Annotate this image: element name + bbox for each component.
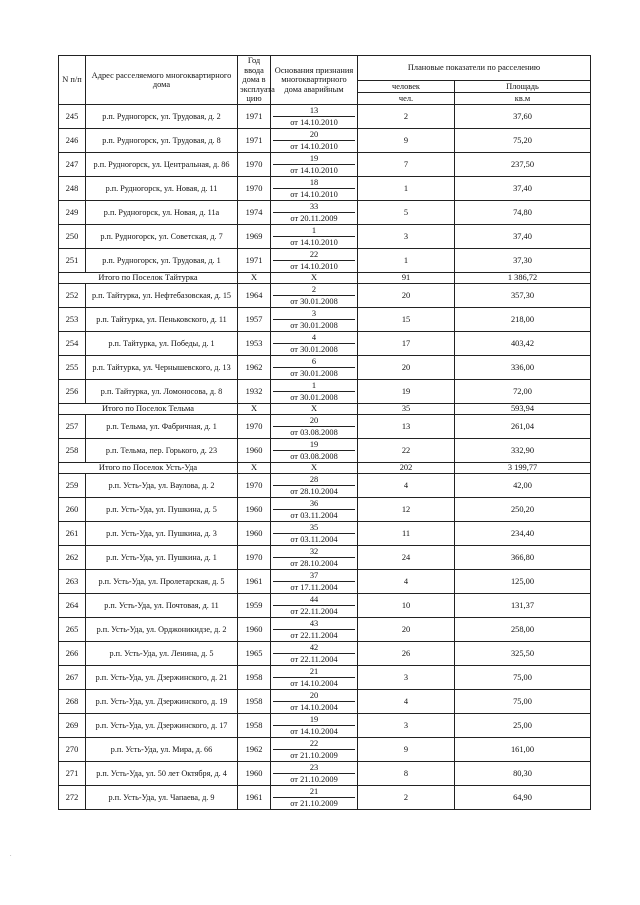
row-area: 125,00 (455, 570, 591, 594)
basis-doc-number: 19 (273, 439, 355, 451)
row-address: р.п. Усть-Уда, ул. 50 лет Октября, д. 4 (86, 762, 238, 786)
table-row (59, 105, 591, 129)
table-row (59, 153, 591, 177)
row-num: 270 (59, 738, 86, 762)
table-row (59, 642, 591, 666)
table-row (59, 332, 591, 356)
row-basis (271, 380, 358, 404)
total-year: X (238, 404, 271, 415)
row-address: р.п. Тайтурка, ул. Победы, д. 1 (86, 332, 238, 356)
row-num: 247 (59, 153, 86, 177)
basis-doc-date: от 21.10.2009 (290, 799, 338, 808)
row-area: 75,00 (455, 666, 591, 690)
row-people: 1 (358, 177, 455, 201)
row-area: 161,00 (455, 738, 591, 762)
row-basis (271, 594, 358, 618)
row-num: 257 (59, 415, 86, 439)
row-num: 251 (59, 249, 86, 273)
table-row (59, 618, 591, 642)
basis-doc-date: от 03.08.2008 (290, 428, 338, 437)
basis-doc-number: 22 (273, 738, 355, 750)
row-address: р.п. Усть-Уда, ул. Пушкина, д. 3 (86, 522, 238, 546)
basis-doc-date: от 30.01.2008 (290, 321, 338, 330)
basis-doc-number: 6 (273, 356, 355, 368)
row-address: р.п. Усть-Уда, ул. Орджоникидзе, д. 2 (86, 618, 238, 642)
row-area: 218,00 (455, 308, 591, 332)
row-basis (271, 105, 358, 129)
header-people: человек (358, 81, 455, 93)
table-row (59, 546, 591, 570)
row-num: 245 (59, 105, 86, 129)
basis-doc-date: от 22.11.2004 (290, 631, 338, 640)
row-address: р.п. Усть-Уда, ул. Пушкина, д. 5 (86, 498, 238, 522)
table-row (59, 380, 591, 404)
row-basis (271, 153, 358, 177)
row-area: 80,30 (455, 762, 591, 786)
basis-doc-date: от 30.01.2008 (290, 345, 338, 354)
row-num: 253 (59, 308, 86, 332)
row-people: 20 (358, 618, 455, 642)
row-basis (271, 618, 358, 642)
row-year: 1953 (238, 332, 271, 356)
row-people: 22 (358, 439, 455, 463)
row-area: 75,20 (455, 129, 591, 153)
row-num: 250 (59, 225, 86, 249)
row-year: 1969 (238, 225, 271, 249)
row-num: 261 (59, 522, 86, 546)
row-area: 258,00 (455, 618, 591, 642)
row-address: р.п. Рудногорск, ул. Центральная, д. 86 (86, 153, 238, 177)
basis-doc-number: 23 (273, 762, 355, 774)
row-num: 265 (59, 618, 86, 642)
row-basis (271, 714, 358, 738)
row-basis (271, 690, 358, 714)
row-num: 260 (59, 498, 86, 522)
basis-doc-date: от 21.10.2009 (290, 775, 338, 784)
row-year: 1958 (238, 714, 271, 738)
row-basis (271, 762, 358, 786)
row-year: 1962 (238, 356, 271, 380)
basis-doc-date: от 14.10.2010 (290, 190, 338, 199)
header-people-unit: чел. (358, 93, 455, 105)
row-area: 403,42 (455, 332, 591, 356)
basis-doc-date: от 17.11.2004 (290, 583, 338, 592)
row-basis (271, 666, 358, 690)
basis-doc-date: от 22.11.2004 (290, 607, 338, 616)
row-people: 20 (358, 356, 455, 380)
table-row (59, 786, 591, 810)
row-people: 3 (358, 225, 455, 249)
row-year: 1970 (238, 177, 271, 201)
basis-doc-number: 42 (273, 642, 355, 654)
row-basis (271, 439, 358, 463)
basis-doc-date: от 21.10.2009 (290, 751, 338, 760)
row-num: 262 (59, 546, 86, 570)
table-row (59, 439, 591, 463)
header-year: Год ввода дома в эксплуата цию (238, 56, 271, 105)
table-row (59, 738, 591, 762)
row-num: 259 (59, 474, 86, 498)
row-address: р.п. Усть-Уда, ул. Дзержинского, д. 17 (86, 714, 238, 738)
row-basis (271, 284, 358, 308)
row-basis (271, 522, 358, 546)
basis-doc-number: 44 (273, 594, 355, 606)
row-basis (271, 474, 358, 498)
table-row (59, 249, 591, 273)
row-people: 13 (358, 415, 455, 439)
basis-doc-number: 4 (273, 332, 355, 344)
basis-doc-date: от 14.10.2010 (290, 238, 338, 247)
total-year: X (238, 463, 271, 474)
row-num: 249 (59, 201, 86, 225)
total-people: 91 (358, 273, 455, 284)
table-row (59, 666, 591, 690)
basis-doc-date: от 30.01.2008 (290, 369, 338, 378)
basis-doc-number: 21 (273, 666, 355, 678)
row-num: 263 (59, 570, 86, 594)
row-address: р.п. Усть-Уда, ул. Пролетарская, д. 5 (86, 570, 238, 594)
total-label: Итого по Поселок Тайтурка (59, 273, 238, 284)
row-year: 1960 (238, 762, 271, 786)
row-area: 74,80 (455, 201, 591, 225)
row-year: 1932 (238, 380, 271, 404)
row-people: 4 (358, 474, 455, 498)
table-row (59, 498, 591, 522)
basis-doc-number: 18 (273, 177, 355, 189)
table-row (59, 177, 591, 201)
basis-doc-number: 20 (273, 690, 355, 702)
row-people: 11 (358, 522, 455, 546)
total-year: X (238, 273, 271, 284)
basis-doc-date: от 14.10.2004 (290, 703, 338, 712)
resettlement-table (58, 55, 591, 810)
header-address: Адрес расселяемого многоквартирного дома (86, 56, 238, 105)
row-basis (271, 570, 358, 594)
total-people: 202 (358, 463, 455, 474)
row-basis (271, 786, 358, 810)
row-people: 3 (358, 666, 455, 690)
row-year: 1971 (238, 129, 271, 153)
row-people: 3 (358, 714, 455, 738)
table-row (59, 570, 591, 594)
basis-doc-number: 35 (273, 522, 355, 534)
row-address: р.п. Рудногорск, ул. Трудовая, д. 2 (86, 105, 238, 129)
basis-doc-date: от 03.11.2004 (290, 535, 338, 544)
row-basis (271, 642, 358, 666)
row-num: 246 (59, 129, 86, 153)
row-area: 75,00 (455, 690, 591, 714)
table-row (59, 201, 591, 225)
row-address: р.п. Тайтурка, ул. Пеньковского, д. 11 (86, 308, 238, 332)
row-num: 266 (59, 642, 86, 666)
row-num: 255 (59, 356, 86, 380)
header-area: Площадь (455, 81, 591, 93)
total-people: 35 (358, 404, 455, 415)
row-people: 17 (358, 332, 455, 356)
basis-doc-number: 19 (273, 153, 355, 165)
basis-doc-number: 1 (273, 380, 355, 392)
basis-doc-number: 28 (273, 474, 355, 486)
row-num: 269 (59, 714, 86, 738)
row-people: 10 (358, 594, 455, 618)
row-basis (271, 129, 358, 153)
row-area: 131,37 (455, 594, 591, 618)
table-row (59, 474, 591, 498)
row-area: 357,30 (455, 284, 591, 308)
total-row (59, 463, 591, 474)
basis-doc-date: от 20.11.2009 (290, 214, 338, 223)
row-address: р.п. Рудногорск, ул. Новая, д. 11 (86, 177, 238, 201)
table-row (59, 129, 591, 153)
table-row (59, 225, 591, 249)
row-basis (271, 177, 358, 201)
basis-doc-date: от 22.11.2004 (290, 655, 338, 664)
table-row (59, 594, 591, 618)
row-year: 1961 (238, 570, 271, 594)
row-num: 254 (59, 332, 86, 356)
row-year: 1960 (238, 498, 271, 522)
row-year: 1962 (238, 738, 271, 762)
row-year: 1957 (238, 308, 271, 332)
row-people: 2 (358, 105, 455, 129)
header-num: N п/п (59, 56, 86, 105)
row-basis (271, 249, 358, 273)
row-area: 237,50 (455, 153, 591, 177)
table-row (59, 356, 591, 380)
row-address: р.п. Усть-Уда, ул. Мира, д. 66 (86, 738, 238, 762)
row-area: 42,00 (455, 474, 591, 498)
row-people: 9 (358, 129, 455, 153)
basis-doc-date: от 14.10.2004 (290, 727, 338, 736)
basis-doc-number: 19 (273, 714, 355, 726)
table-row (59, 284, 591, 308)
basis-doc-date: от 28.10.2004 (290, 487, 338, 496)
table-row (59, 522, 591, 546)
total-label: Итого по Поселок Усть-Уда (59, 463, 238, 474)
row-num: 267 (59, 666, 86, 690)
basis-doc-number: 32 (273, 546, 355, 558)
row-area: 37,40 (455, 177, 591, 201)
basis-doc-number: 33 (273, 201, 355, 213)
row-people: 2 (358, 786, 455, 810)
row-address: р.п. Тайтурка, ул. Нефтебазовская, д. 15 (86, 284, 238, 308)
total-row (59, 404, 591, 415)
row-people: 9 (358, 738, 455, 762)
row-basis (271, 415, 358, 439)
row-year: 1961 (238, 786, 271, 810)
basis-doc-date: от 14.10.2010 (290, 166, 338, 175)
header-basis: Основания признания многоквартирного дома аварийным (271, 56, 358, 105)
row-basis (271, 498, 358, 522)
row-people: 15 (358, 308, 455, 332)
basis-doc-number: 13 (273, 105, 355, 117)
table-row (59, 762, 591, 786)
table-row (59, 308, 591, 332)
row-address: р.п. Усть-Уда, ул. Ленина, д. 5 (86, 642, 238, 666)
row-address: р.п. Усть-Уда, ул. Дзержинского, д. 19 (86, 690, 238, 714)
row-people: 24 (358, 546, 455, 570)
row-year: 1974 (238, 201, 271, 225)
basis-doc-date: от 03.08.2008 (290, 452, 338, 461)
total-area: 593,94 (455, 404, 591, 415)
row-people: 8 (358, 762, 455, 786)
basis-doc-number: 43 (273, 618, 355, 630)
basis-doc-date: от 14.10.2010 (290, 262, 338, 271)
row-area: 336,00 (455, 356, 591, 380)
basis-doc-number: 20 (273, 129, 355, 141)
row-area: 72,00 (455, 380, 591, 404)
basis-doc-date: от 28.10.2004 (290, 559, 338, 568)
row-year: 1970 (238, 546, 271, 570)
row-year: 1965 (238, 642, 271, 666)
row-people: 19 (358, 380, 455, 404)
total-label: Итого по Поселок Тельма (59, 404, 238, 415)
row-year: 1964 (238, 284, 271, 308)
row-basis (271, 201, 358, 225)
row-area: 332,90 (455, 439, 591, 463)
row-address: р.п. Рудногорск, ул. Трудовая, д. 1 (86, 249, 238, 273)
row-address: р.п. Тайтурка, ул. Ломоносова, д. 8 (86, 380, 238, 404)
row-year: 1960 (238, 618, 271, 642)
row-people: 4 (358, 570, 455, 594)
row-num: 256 (59, 380, 86, 404)
row-address: р.п. Усть-Уда, ул. Почтовая, д. 11 (86, 594, 238, 618)
total-area: 1 386,72 (455, 273, 591, 284)
row-address: р.п. Усть-Уда, ул. Ваулова, д. 2 (86, 474, 238, 498)
row-address: р.п. Усть-Уда, ул. Чапаева, д. 9 (86, 786, 238, 810)
basis-doc-date: от 30.01.2008 (290, 393, 338, 402)
row-num: 258 (59, 439, 86, 463)
total-basis: X (271, 463, 358, 474)
basis-doc-number: 1 (273, 225, 355, 237)
row-num: 268 (59, 690, 86, 714)
row-basis (271, 225, 358, 249)
row-area: 325,50 (455, 642, 591, 666)
row-people: 12 (358, 498, 455, 522)
basis-doc-date: от 14.10.2010 (290, 142, 338, 151)
basis-doc-number: 20 (273, 415, 355, 427)
row-address: р.п. Тельма, пер. Горького, д. 23 (86, 439, 238, 463)
header-area-unit: кв.м (455, 93, 591, 105)
row-basis (271, 308, 358, 332)
row-basis (271, 332, 358, 356)
total-basis: X (271, 273, 358, 284)
basis-doc-date: от 30.01.2008 (290, 297, 338, 306)
row-year: 1970 (238, 474, 271, 498)
row-area: 234,40 (455, 522, 591, 546)
row-year: 1971 (238, 105, 271, 129)
row-address: р.п. Рудногорск, ул. Трудовая, д. 8 (86, 129, 238, 153)
row-year: 1958 (238, 690, 271, 714)
row-address: р.п. Тайтурка, ул. Чернышевского, д. 13 (86, 356, 238, 380)
header-plan: Плановые показатели по расселению (358, 56, 591, 81)
row-area: 261,04 (455, 415, 591, 439)
row-year: 1959 (238, 594, 271, 618)
row-people: 20 (358, 284, 455, 308)
row-year: 1970 (238, 415, 271, 439)
basis-doc-number: 3 (273, 308, 355, 320)
row-people: 4 (358, 690, 455, 714)
row-num: 248 (59, 177, 86, 201)
row-year: 1971 (238, 249, 271, 273)
row-num: 264 (59, 594, 86, 618)
row-area: 37,30 (455, 249, 591, 273)
row-people: 26 (358, 642, 455, 666)
row-basis (271, 546, 358, 570)
row-area: 25,00 (455, 714, 591, 738)
row-address: р.п. Тельма, ул. Фабричная, д. 1 (86, 415, 238, 439)
table-row (59, 690, 591, 714)
total-area: 3 199,77 (455, 463, 591, 474)
row-year: 1960 (238, 522, 271, 546)
basis-doc-number: 21 (273, 786, 355, 798)
row-area: 37,60 (455, 105, 591, 129)
row-people: 7 (358, 153, 455, 177)
row-num: 252 (59, 284, 86, 308)
basis-doc-number: 37 (273, 570, 355, 582)
row-num: 271 (59, 762, 86, 786)
basis-doc-date: от 14.10.2004 (290, 679, 338, 688)
row-year: 1958 (238, 666, 271, 690)
row-area: 366,80 (455, 546, 591, 570)
row-year: 1970 (238, 153, 271, 177)
basis-doc-date: от 03.11.2004 (290, 511, 338, 520)
basis-doc-number: 2 (273, 284, 355, 296)
basis-doc-number: 22 (273, 249, 355, 261)
row-year: 1960 (238, 439, 271, 463)
page-edge-mark: . (10, 852, 12, 858)
row-area: 250,20 (455, 498, 591, 522)
row-num: 272 (59, 786, 86, 810)
basis-doc-date: от 14.10.2010 (290, 118, 338, 127)
table-row (59, 714, 591, 738)
row-area: 37,40 (455, 225, 591, 249)
row-people: 5 (358, 201, 455, 225)
row-address: р.п. Рудногорск, ул. Новая, д. 11а (86, 201, 238, 225)
row-address: р.п. Рудногорск, ул. Советская, д. 7 (86, 225, 238, 249)
table-body (59, 105, 591, 810)
table-row (59, 415, 591, 439)
basis-doc-number: 36 (273, 498, 355, 510)
total-basis: X (271, 404, 358, 415)
row-basis (271, 356, 358, 380)
row-basis (271, 738, 358, 762)
row-address: р.п. Усть-Уда, ул. Дзержинского, д. 21 (86, 666, 238, 690)
row-area: 64,90 (455, 786, 591, 810)
row-address: р.п. Усть-Уда, ул. Пушкина, д. 1 (86, 546, 238, 570)
row-people: 1 (358, 249, 455, 273)
total-row (59, 273, 591, 284)
